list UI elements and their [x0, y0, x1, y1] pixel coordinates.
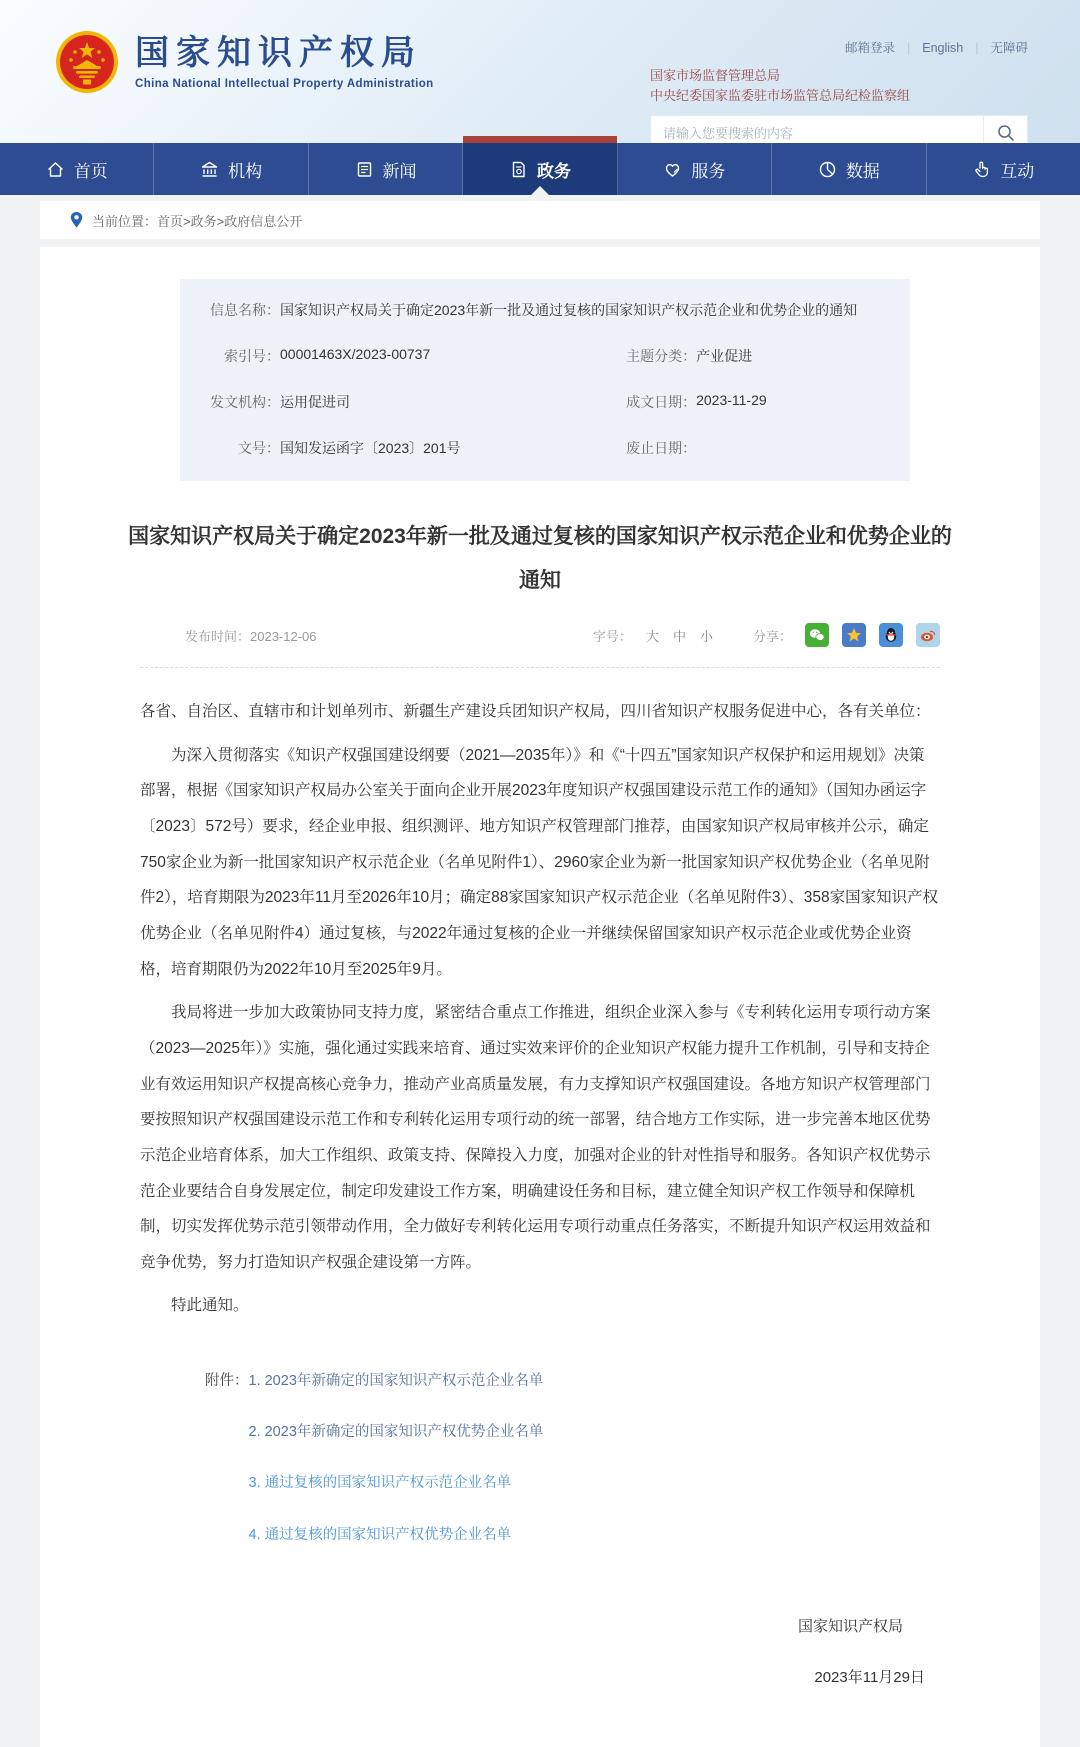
- utility-separator: |: [906, 41, 911, 55]
- newspaper-icon: [355, 160, 374, 179]
- national-emblem-icon: [55, 30, 119, 94]
- site-header: [0, 0, 1080, 143]
- attachments-list: [249, 1370, 544, 1575]
- table-row: [180, 425, 910, 471]
- attachment-link-3[interactable]: [249, 1472, 544, 1495]
- samr-link[interactable]: 国家市场监督管理总局: [650, 68, 781, 83]
- body-paragraph: 我局将进一步加大政策协同支持力度，紧密结合重点工作推进，组织企业深入参与《专利转化运用专项行动方案（2023—2025年）》实施，强化通过实践来培育、通过实效来评价的企业知识产权能力提升工作机制，引导和支持企业有效运用知识产权提高核心竞争力，推动产业高质量发展，有力支撑知识产权强国建设。各地方知识产权管理部门要按照知识产权强国建设示范工作和专利转化运用专项行动的统一部署，结合地方工作实际，进一步完善本地区优势示范企业培育体系，加大工作组织、政策支持、保障投入力度，加强对企业的针对性指导和服务。各知识产权优势示范企业要结合自身发展定位，制定印发建设工作方案，明确建设任务和目标，建立健全知识产权工作领导和保障机制，切实发挥优势示范引领带动作用，全力做好专利转化运用专项行动重点任务落实，不断提升知识产权运用效益和竞争优势，努力打造知识产权强企建设第一方阵。: [140, 1004, 931, 1271]
- breadcrumb: [40, 201, 1040, 239]
- breadcrumb-path[interactable]: 首页>政务>政府信息公开: [157, 213, 303, 229]
- publish-time-label: 发布时间：: [185, 628, 251, 644]
- info-name-label: 信息名称：: [210, 302, 280, 318]
- share-qq-icon[interactable]: [879, 623, 903, 647]
- attachments-label: 附件：: [205, 1373, 249, 1390]
- nav-tab-label: 新闻: [382, 161, 417, 181]
- bank-building-icon: [200, 160, 219, 179]
- header-right: [650, 38, 1028, 151]
- info-doc-no-value: 国知发运函字〔2023〕201号: [280, 440, 461, 456]
- info-issuer-label: 发文机构：: [210, 394, 280, 410]
- publish-time-value: 2023-12-06: [250, 628, 317, 644]
- hand-pointer-icon: [972, 160, 991, 179]
- publish-time: [185, 626, 317, 645]
- table-row: [180, 287, 910, 333]
- signature-block: [40, 1615, 925, 1687]
- content-card: [40, 247, 1040, 1747]
- nav-tab-label: 数据: [845, 161, 880, 181]
- info-repeal-date-value: [696, 438, 706, 458]
- site-subtitle: China National Intellectual Property Administration: [135, 77, 434, 90]
- font-size-small-button[interactable]: 小: [699, 628, 713, 644]
- attachment-link-text[interactable]: 2. 2023年新确定的国家知识产权优势企业名单: [248, 1424, 544, 1441]
- share-label: 分享：: [752, 628, 792, 644]
- main-navigation: [0, 143, 1080, 195]
- document-seal-icon: [509, 160, 528, 179]
- font-size-medium-button[interactable]: 中: [672, 628, 686, 644]
- nav-tab-home[interactable]: [0, 143, 154, 195]
- font-size-controls: [593, 626, 713, 645]
- related-department-links: [650, 66, 1028, 106]
- font-size-label: 字号：: [592, 628, 632, 644]
- accessibility-link[interactable]: 无障碍: [990, 41, 1028, 55]
- discipline-inspection-link[interactable]: 中央纪委国家监委驻市场监管总局纪检监察组: [650, 88, 911, 104]
- share-weibo-icon[interactable]: [916, 623, 940, 647]
- nav-tab-data[interactable]: [772, 143, 926, 195]
- article-body: [140, 694, 940, 1324]
- info-name-value: 国家知识产权局关于确定2023年新一批及通过复核的国家知识产权示范企业和优势企业的通知: [280, 302, 858, 318]
- info-issue-date-label: 成文日期：: [626, 394, 697, 410]
- nav-tab-government-affairs[interactable]: [463, 143, 617, 195]
- attachment-link-text[interactable]: 1. 2023年新确定的国家知识产权示范企业名单: [248, 1373, 544, 1390]
- info-index-value: 00001463X/2023-00737: [280, 346, 431, 362]
- info-issue-date-value: 2023-11-29: [696, 392, 767, 408]
- nav-tab-label: 互动: [1000, 161, 1035, 181]
- meta-right-group: [593, 623, 940, 647]
- page-title: 国家知识产权局关于确定2023年新一批及通过复核的国家知识产权示范企业和优势企业的通知: [128, 525, 952, 593]
- meta-divider: [140, 667, 940, 668]
- pie-chart-icon: [818, 160, 837, 179]
- utility-links: [650, 38, 1028, 56]
- greeting-paragraph: 各省、自治区、直辖市和计划单列市、新疆生产建设兵团知识产权局，四川省知识产权服务促进中心，各有关单位：: [140, 703, 931, 721]
- signature-date: 2023年11月29日: [814, 1668, 925, 1686]
- table-row: [180, 379, 910, 425]
- attachment-link-4[interactable]: [249, 1524, 544, 1547]
- document-info-table: [180, 279, 910, 481]
- home-icon: [46, 160, 65, 179]
- site-title-block: [135, 34, 434, 89]
- info-doc-no-label: 文号：: [238, 440, 280, 456]
- nav-tab-label: 机构: [228, 161, 263, 181]
- site-title: 国家知识产权局: [135, 34, 422, 73]
- signature-org: 国家知识产权局: [797, 1617, 903, 1635]
- search-icon: [997, 124, 1015, 142]
- heart-service-icon: [663, 160, 682, 179]
- english-link[interactable]: English: [922, 41, 964, 55]
- nav-tab-label: 首页: [73, 161, 108, 181]
- body-paragraph: 为深入贯彻落实《知识产权强国建设纲要（2021—2035年）》和《“十四五”国家知识产权保护和运用规划》决策部署，根据《国家知识产权局办公室关于面向企业开展2023年度知识产权强国建设示范工作的通知》（国知办函运字〔2023〕572号）要求，经企业申报、组织测评、地方知识产权管理部门推荐，由国家知识产权局审核并公示，确定750家企业为新一批国家知识产权示范企业（名单见附件1）、2960家企业为新一批国家知识产权优势企业（名单见附件2），培育期限为2023年11月至2026年10月；确定88家国家知识产权示范企业（名单见附件3）、358家国家知识产权优势企业（名单见附件4）通过复核，与2022年通过复核的企业一并继续保留国家知识产权示范企业或优势企业资格，培育期限仍为2022年10月至2025年9月。: [140, 746, 939, 978]
- font-size-large-button[interactable]: 大: [645, 628, 659, 644]
- attachments-section: [205, 1370, 940, 1575]
- nav-tab-interaction[interactable]: [927, 143, 1080, 195]
- nav-tab-institution[interactable]: [154, 143, 308, 195]
- share-controls: [753, 623, 940, 647]
- info-issuer-value: 运用促进司: [280, 394, 350, 410]
- nav-tab-label: 政务: [536, 161, 571, 181]
- attachment-link-text[interactable]: 3. 通过复核的国家知识产权示范企业名单: [248, 1475, 512, 1492]
- closing-paragraph: 特此通知。: [171, 1297, 249, 1315]
- info-topic-value: 产业促进: [696, 348, 753, 364]
- table-row: [180, 333, 910, 379]
- attachment-link-1[interactable]: [249, 1370, 544, 1393]
- share-wechat-icon[interactable]: [805, 623, 829, 647]
- info-topic-label: 主题分类：: [626, 348, 697, 364]
- article-meta-row: [185, 623, 940, 647]
- attachment-link-2[interactable]: [249, 1421, 544, 1444]
- breadcrumb-label: 当前位置：: [92, 213, 158, 229]
- nav-tab-services[interactable]: [618, 143, 772, 195]
- nav-tab-news[interactable]: [309, 143, 463, 195]
- info-index-label: 索引号：: [224, 348, 280, 364]
- mail-login-link[interactable]: 邮箱登录: [844, 41, 895, 55]
- attachment-link-text[interactable]: 4. 通过复核的国家知识产权优势企业名单: [248, 1526, 512, 1543]
- nav-tab-label: 服务: [691, 161, 726, 181]
- share-qzone-icon[interactable]: [842, 623, 866, 647]
- utility-separator: |: [975, 41, 979, 55]
- info-repeal-date-label: 废止日期：: [626, 440, 697, 456]
- location-pin-icon: [70, 212, 83, 228]
